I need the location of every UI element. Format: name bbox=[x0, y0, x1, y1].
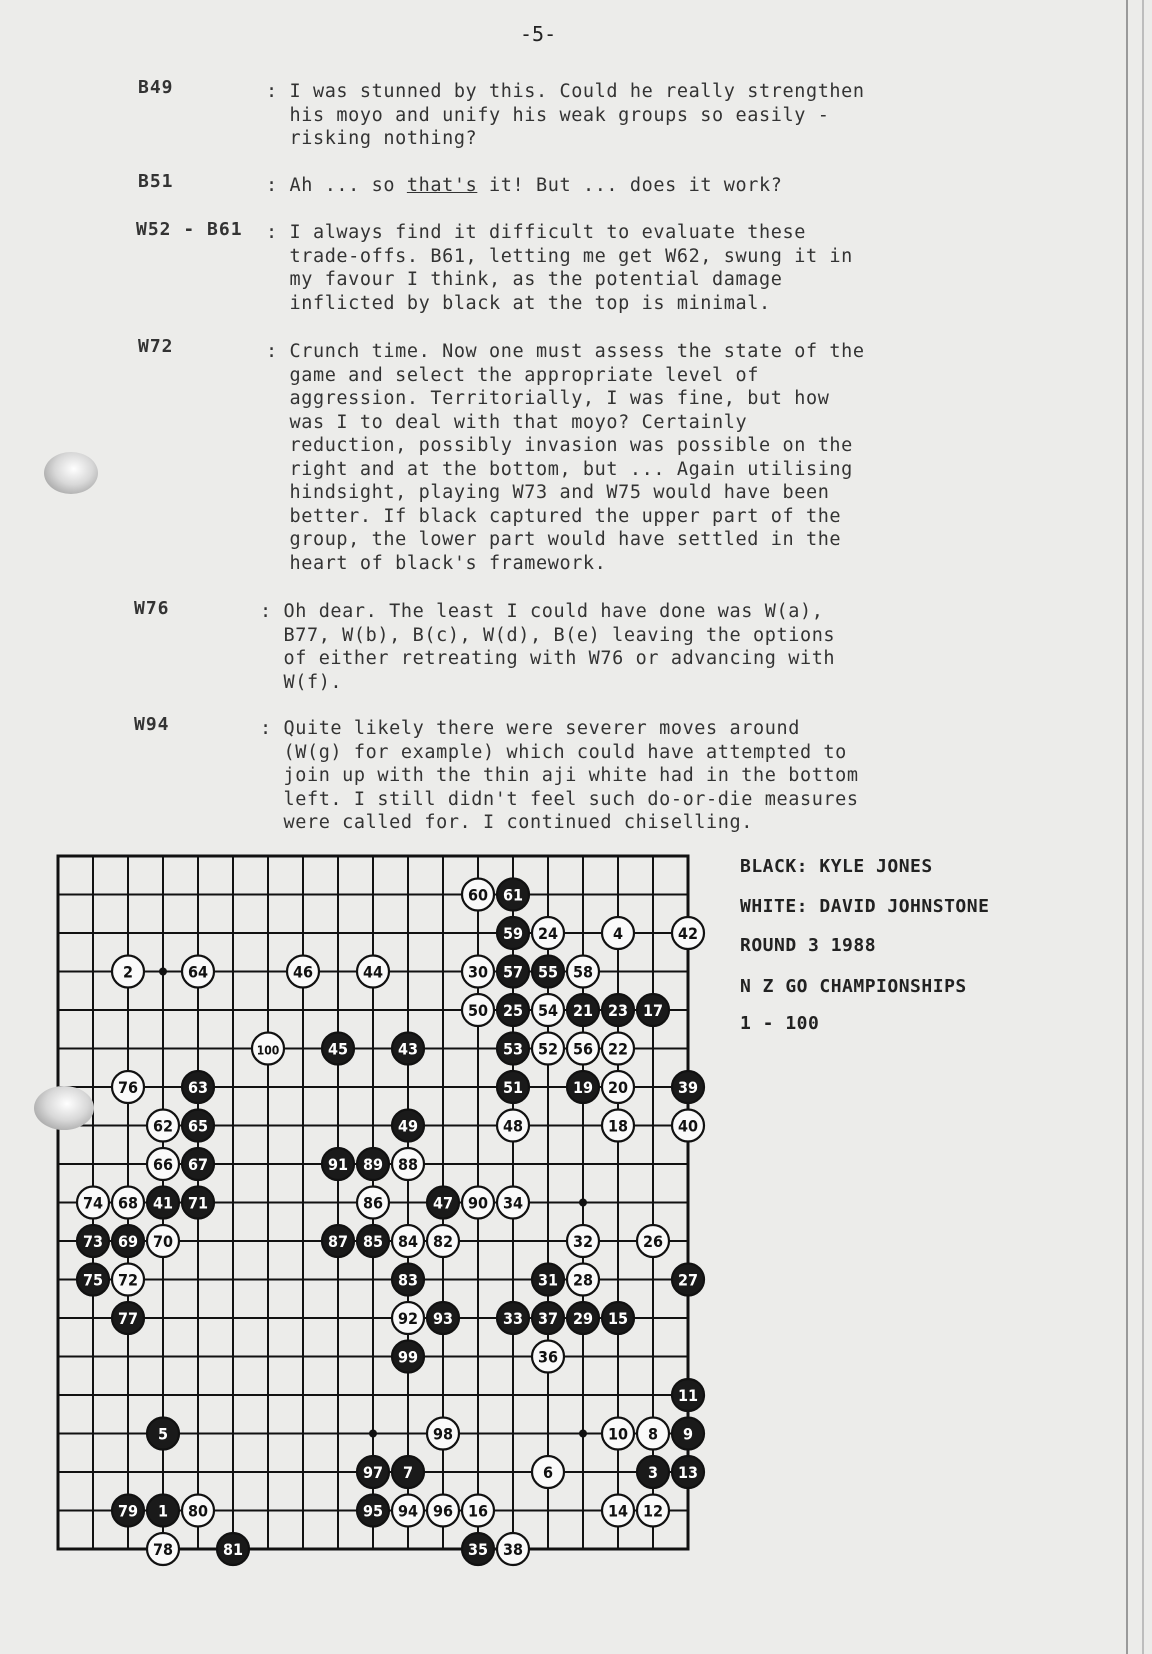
stone-number: 43 bbox=[397, 1039, 419, 1059]
stone-number: 65 bbox=[187, 1116, 209, 1136]
star-point bbox=[159, 968, 167, 976]
page-edge bbox=[1126, 0, 1144, 1654]
stone-number: 45 bbox=[327, 1039, 349, 1059]
stone-number: 85 bbox=[362, 1232, 384, 1251]
stone-number: 75 bbox=[82, 1270, 104, 1290]
stone-number: 59 bbox=[502, 924, 524, 943]
stone-number: 44 bbox=[362, 962, 384, 982]
stone-number: 54 bbox=[537, 1001, 559, 1020]
stone-number: 68 bbox=[117, 1193, 139, 1213]
entry-text: : Oh dear. The least I could have done was W(a), B77, W(b), B(c), W(d), B(e) leaving the options of either retreating with W76 or advancing with W(f). bbox=[260, 601, 836, 693]
entry-label: W52 - B61 bbox=[136, 219, 243, 240]
stone-number: 64 bbox=[187, 962, 209, 982]
stone-number: 70 bbox=[152, 1232, 174, 1251]
stone-number: 30 bbox=[467, 962, 489, 982]
go-board bbox=[50, 850, 699, 1560]
entry-label: W94 bbox=[134, 714, 170, 735]
stone-number: 39 bbox=[677, 1078, 699, 1097]
stone-number: 94 bbox=[397, 1501, 419, 1521]
stone-number: 9 bbox=[682, 1424, 694, 1444]
stone-number: 40 bbox=[677, 1116, 699, 1136]
entry-text: : I was stunned by this. Could he really strengthen his moyo and unify his weak groups so easily - risking nothing? bbox=[266, 81, 865, 149]
stone-number: 29 bbox=[572, 1309, 594, 1328]
stone-number: 81 bbox=[222, 1540, 244, 1559]
star-point bbox=[579, 1199, 587, 1207]
stone-number: 73 bbox=[82, 1232, 104, 1251]
stone-number: 33 bbox=[502, 1309, 524, 1328]
stone-number: 84 bbox=[397, 1232, 419, 1251]
stone-number: 11 bbox=[677, 1386, 699, 1405]
stone-number: 87 bbox=[327, 1232, 349, 1251]
stone-number: 53 bbox=[502, 1039, 524, 1059]
stone-number: 6 bbox=[542, 1463, 554, 1482]
stone-number: 57 bbox=[502, 962, 524, 982]
stone-number: 60 bbox=[467, 885, 489, 905]
stone-number: 27 bbox=[677, 1270, 699, 1290]
stone-number: 2 bbox=[122, 962, 134, 982]
white-player: WHITE: DAVID JOHNSTONE bbox=[740, 896, 990, 917]
stone-number: 1 bbox=[157, 1501, 169, 1521]
entry-text: : Crunch time. Now one must assess the state of the game and select the appropriate level of aggression. Territorially, I was fine, but how was I to deal with that moyo? Certainly reduction, possibly invasion was possible on the right and at the bottom, but ... Again utilising hindsight, playing W73 and W75 would have been better. If black captured the upper part of the group, the lower part would have settled in the heart of black's framework. bbox=[266, 341, 865, 574]
stone-number: 42 bbox=[677, 924, 699, 943]
entry-text: : I always find it difficult to evaluate these trade-offs. B61, letting me get W62, swung it in my favour I think, as the potential damage inflicted by black at the top is minimal. bbox=[266, 222, 853, 314]
star-point bbox=[369, 1430, 377, 1438]
move-range: 1 - 100 bbox=[740, 1013, 820, 1034]
stone-number: 77 bbox=[117, 1309, 139, 1328]
stone-number: 61 bbox=[502, 885, 524, 905]
stone-number: 88 bbox=[397, 1155, 419, 1174]
stone-number: 28 bbox=[572, 1270, 594, 1290]
punch-hole bbox=[34, 1086, 94, 1130]
stone-number: 14 bbox=[607, 1501, 629, 1521]
stone-number: 31 bbox=[537, 1270, 559, 1290]
entry-text: : Ah ... so that's it! But ... does it work? bbox=[266, 175, 783, 196]
stone-number: 52 bbox=[537, 1039, 559, 1059]
stone-number: 83 bbox=[397, 1270, 419, 1290]
entry-label: B49 bbox=[138, 77, 174, 98]
punch-hole bbox=[44, 452, 98, 494]
stone-number: 74 bbox=[82, 1193, 104, 1213]
stone-number: 22 bbox=[607, 1039, 629, 1059]
event-name: N Z GO CHAMPIONSHIPS bbox=[740, 976, 967, 997]
stone-number: 34 bbox=[502, 1193, 524, 1213]
stone-number: 49 bbox=[397, 1116, 419, 1136]
stone-number: 82 bbox=[432, 1232, 454, 1251]
stone-number: 99 bbox=[397, 1347, 419, 1367]
stone-number: 58 bbox=[572, 962, 594, 982]
stone-number: 90 bbox=[467, 1193, 489, 1213]
stone-number: 71 bbox=[187, 1193, 209, 1213]
stone-number: 3 bbox=[647, 1463, 659, 1482]
stone-number: 17 bbox=[642, 1001, 664, 1020]
stone-number: 13 bbox=[677, 1463, 699, 1482]
stone-number: 66 bbox=[152, 1155, 174, 1174]
entry-label: W76 bbox=[134, 598, 170, 619]
stone-number: 79 bbox=[117, 1501, 139, 1521]
entry-label: W72 bbox=[138, 336, 174, 357]
stone-number: 98 bbox=[432, 1424, 454, 1444]
stone-number: 51 bbox=[502, 1078, 524, 1097]
stone-number: 78 bbox=[152, 1540, 174, 1559]
page-number: -5- bbox=[520, 22, 557, 46]
stone-number: 4 bbox=[612, 924, 624, 943]
stone-number: 41 bbox=[152, 1193, 174, 1213]
stone-number: 7 bbox=[402, 1463, 414, 1482]
stone-number: 89 bbox=[362, 1155, 384, 1174]
stone-number: 37 bbox=[537, 1309, 559, 1328]
entry-text: : Quite likely there were severer moves around (W(g) for example) which could have attempted to join up with the thin aji white had in the bottom left. I still didn't feel such do-or-die measures were called for. I continued chiselling. bbox=[260, 718, 859, 833]
stone-number: 25 bbox=[502, 1001, 524, 1020]
black-player: BLACK: KYLE JONES bbox=[740, 856, 933, 877]
stone-number: 62 bbox=[152, 1116, 174, 1136]
stone-number: 50 bbox=[467, 1001, 489, 1020]
stone-number: 97 bbox=[362, 1463, 384, 1482]
stone-number: 69 bbox=[117, 1232, 139, 1251]
stone-number: 55 bbox=[537, 962, 559, 982]
stone-number: 8 bbox=[647, 1424, 659, 1444]
stone-number: 38 bbox=[502, 1540, 524, 1559]
stone-number: 32 bbox=[572, 1232, 594, 1251]
stone-number: 20 bbox=[607, 1078, 629, 1097]
stone-number: 93 bbox=[432, 1309, 454, 1328]
stone-number: 10 bbox=[607, 1424, 629, 1444]
stone-number: 91 bbox=[327, 1155, 349, 1174]
stone-number: 15 bbox=[607, 1309, 629, 1328]
stone-number: 56 bbox=[572, 1039, 594, 1059]
stone-number: 12 bbox=[642, 1501, 664, 1521]
stone-number: 80 bbox=[187, 1501, 209, 1521]
stone-number: 67 bbox=[187, 1155, 209, 1174]
stone-number: 24 bbox=[537, 924, 559, 943]
stone-number: 96 bbox=[432, 1501, 454, 1521]
stone-number: 48 bbox=[502, 1116, 524, 1136]
round-year: ROUND 3 1988 bbox=[740, 935, 877, 956]
stone-number: 46 bbox=[292, 962, 314, 982]
stone-number: 16 bbox=[467, 1501, 489, 1521]
stone-number: 92 bbox=[397, 1309, 419, 1328]
stone-number: 100 bbox=[256, 1043, 280, 1058]
stone-number: 23 bbox=[607, 1001, 629, 1020]
star-point bbox=[579, 1430, 587, 1438]
stone-number: 72 bbox=[117, 1270, 139, 1290]
stone-number: 35 bbox=[467, 1540, 489, 1559]
stone-number: 18 bbox=[607, 1116, 629, 1136]
stone-number: 63 bbox=[187, 1078, 209, 1097]
entry-label: B51 bbox=[138, 171, 174, 192]
stone-number: 5 bbox=[157, 1424, 169, 1444]
stone-number: 19 bbox=[572, 1078, 594, 1097]
stone-number: 47 bbox=[432, 1193, 454, 1213]
stone-number: 86 bbox=[362, 1193, 384, 1213]
stone-number: 21 bbox=[572, 1001, 594, 1020]
stone-number: 36 bbox=[537, 1347, 559, 1367]
stone-number: 95 bbox=[362, 1501, 384, 1521]
stone-number: 26 bbox=[642, 1232, 664, 1251]
stone-number: 76 bbox=[117, 1078, 139, 1097]
